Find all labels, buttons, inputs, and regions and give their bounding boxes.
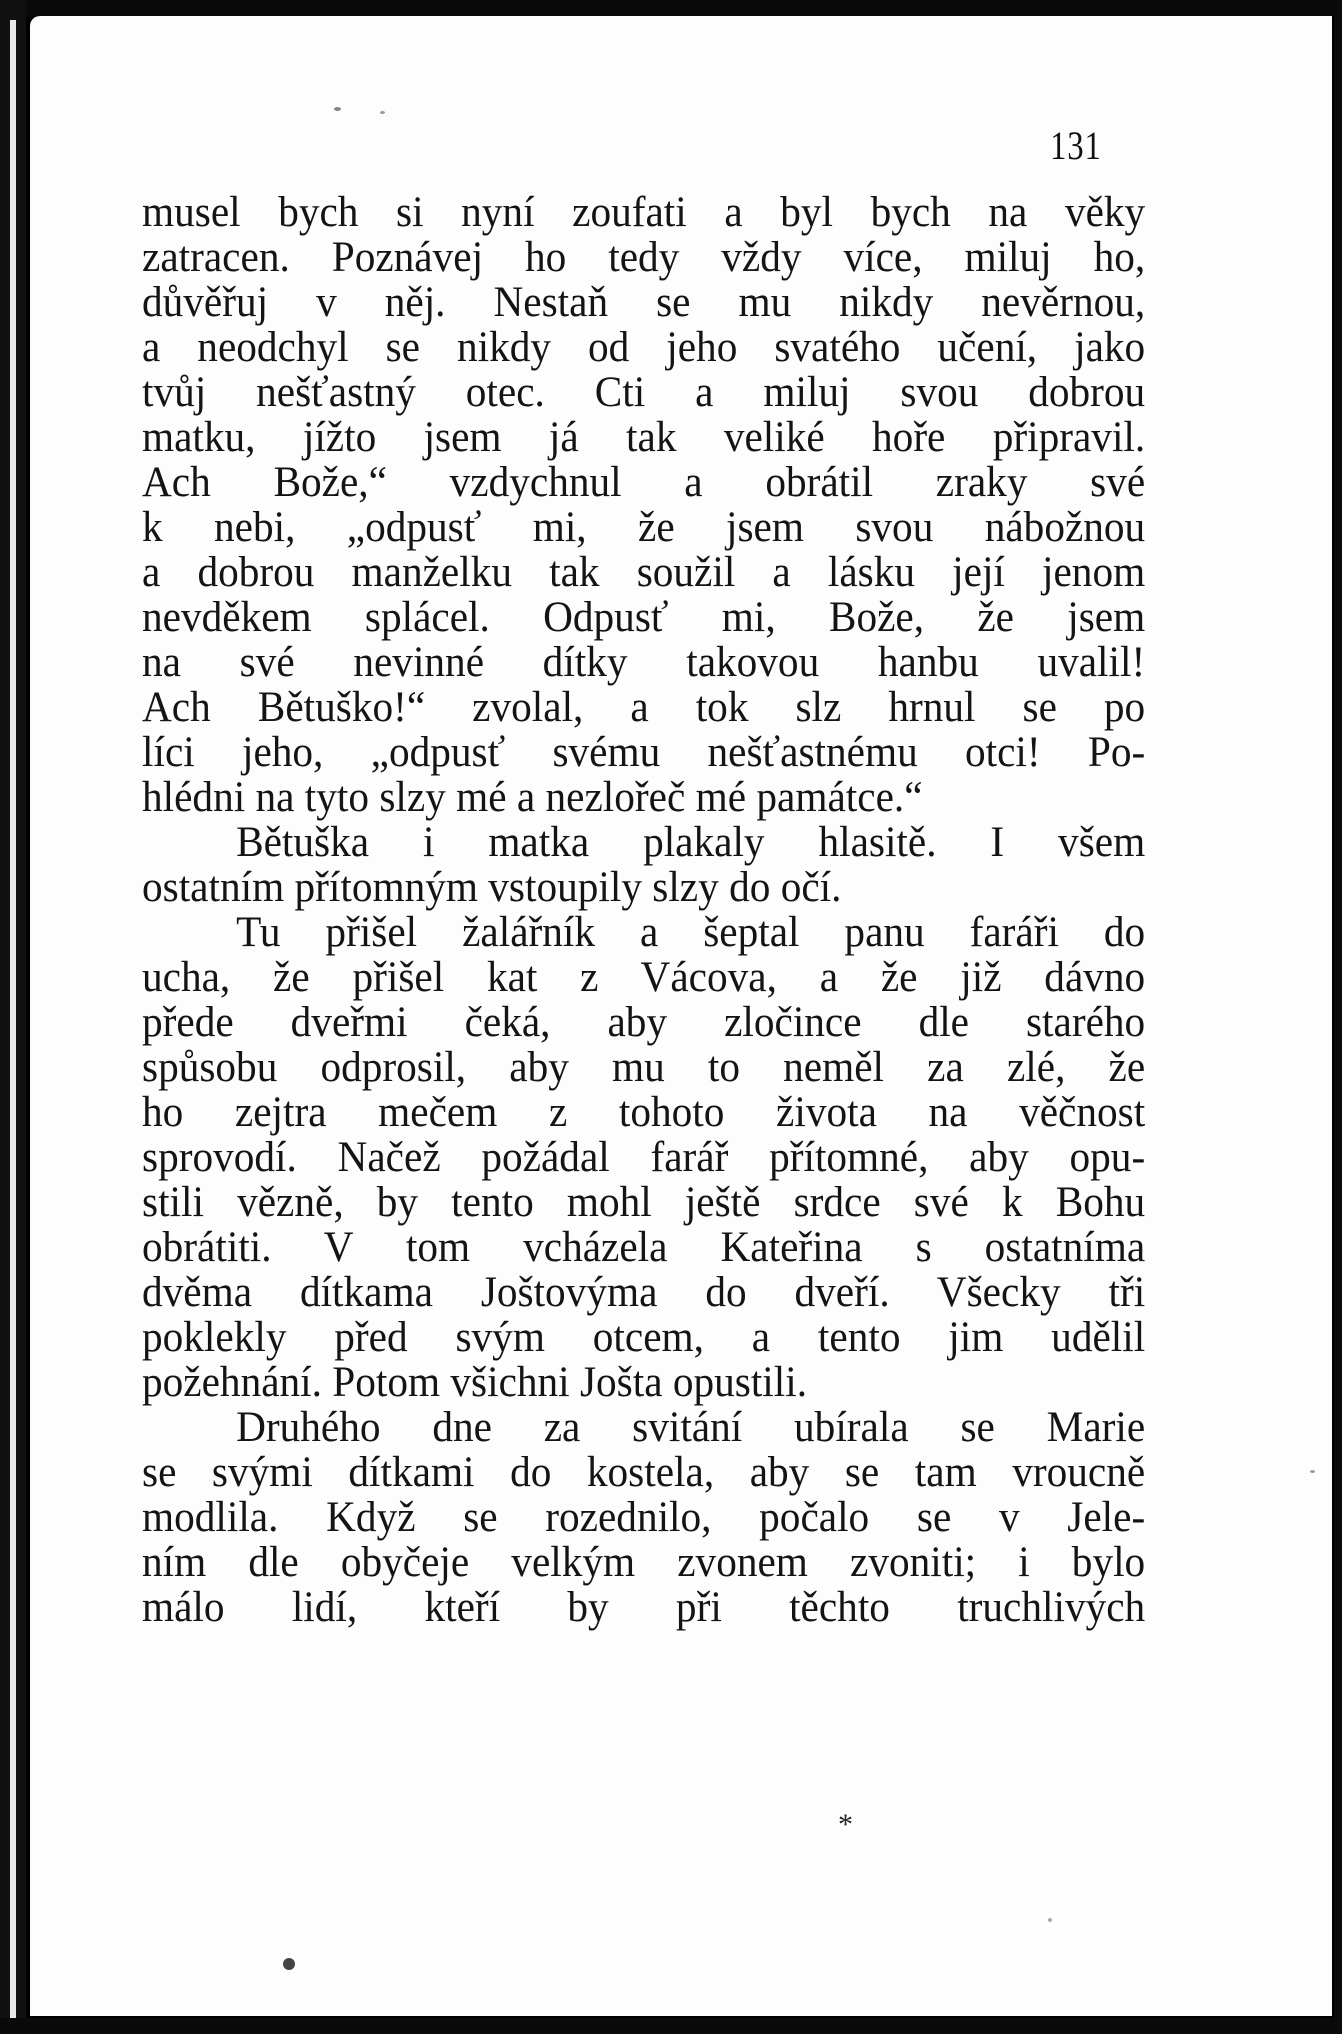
scan-border-top [0, 0, 1342, 16]
text-line: Ach Bože,“ vzdychnul a obrátil zraky své [142, 459, 1146, 506]
text-line: ucha, že přišel kat z Vácova, a že již dávno [142, 954, 1146, 1001]
text-line: důvěřuj v něj. Nestaň se mu nikdy nevěrnou, [142, 279, 1146, 326]
text-line: spůsobu odprosil, aby mu to neměl za zlé, že [142, 1044, 1146, 1091]
text-line: a dobrou manželku tak soužil a lásku její jenom [142, 549, 1146, 596]
text-line: Bětuška i matka plakaly hlasitě. I všem [236, 819, 1146, 866]
text-line: ostatním přítomným vstoupily slzy do očí. [142, 864, 842, 911]
text-line: přede dveřmi čeká, aby zločince dle starého [142, 999, 1146, 1046]
text-line: na své nevinné dítky takovou hanbu uvalil! [142, 639, 1146, 686]
page-body-text [142, 189, 1146, 1631]
text-line: se svými dítkami do kostela, aby se tam vroucně [142, 1449, 1146, 1496]
text-line: hlédni na tyto slzy mé a nezlořeč mé památce.“ [142, 774, 923, 821]
adjacent-page-edge [10, 20, 16, 2020]
scan-speck [283, 1958, 295, 1970]
text-line: matku, jížto jsem já tak veliké hoře připravil. [142, 414, 1146, 461]
text-line: zatracen. Poznávej ho tedy vždy více, miluj ho, [142, 234, 1146, 281]
scan-border-bottom [0, 2018, 1342, 2034]
text-line: Tu přišel žalářník a šeptal panu faráři do [236, 909, 1146, 956]
text-line: tvůj nešťastný otec. Cti a miluj svou dobrou [142, 369, 1146, 416]
text-line: Ach Bětuško!“ zvolal, a tok slz hrnul se po [142, 684, 1146, 731]
text-line: dvěma dítkama Joštovýma do dveří. Všecky tři [142, 1269, 1146, 1316]
text-line: obrátiti. V tom vcházela Kateřina s ostatníma [142, 1224, 1146, 1271]
scan-speck [380, 111, 385, 114]
text-line: málo lidí, kteří by při těchto truchlivých [142, 1584, 1146, 1631]
text-line: ho zejtra mečem z tohoto života na věčnost [142, 1089, 1146, 1136]
text-line: požehnání. Potom všichni Jošta opustili. [142, 1359, 808, 1406]
text-line: musel bych si nyní zoufati a byl bych na věky [142, 189, 1146, 236]
page-number: 131 [1050, 123, 1102, 168]
scan-speck [334, 107, 341, 111]
text-line: stili vězně, by tento mohl ještě srdce své k Bohu [142, 1179, 1146, 1226]
scan-speck [1048, 1918, 1052, 1922]
printer-signature-mark: * [838, 1808, 853, 1841]
text-line: modlila. Když se rozednilo, počalo se v Jele- [142, 1494, 1146, 1541]
scan-border-right [1334, 0, 1342, 2034]
text-line: a neodchyl se nikdy od jeho svatého učení, jako [142, 324, 1146, 371]
text-line: ním dle obyčeje velkým zvonem zvoniti; i bylo [142, 1539, 1146, 1586]
text-line: Druhého dne za svitání ubírala se Marie [236, 1404, 1146, 1451]
text-line: k nebi, „odpusť mi, že jsem svou nábožnou [142, 504, 1146, 551]
text-line: nevděkem splácel. Odpusť mi, Bože, že jsem [142, 594, 1146, 641]
text-line: líci jeho, „odpusť svému nešťastnému otci! Po- [142, 729, 1146, 776]
text-line: poklekly před svým otcem, a tento jim udělil [142, 1314, 1146, 1361]
text-line: sprovodí. Načež požádal farář přítomné, aby opu- [142, 1134, 1146, 1181]
scan-speck [1310, 1470, 1315, 1473]
